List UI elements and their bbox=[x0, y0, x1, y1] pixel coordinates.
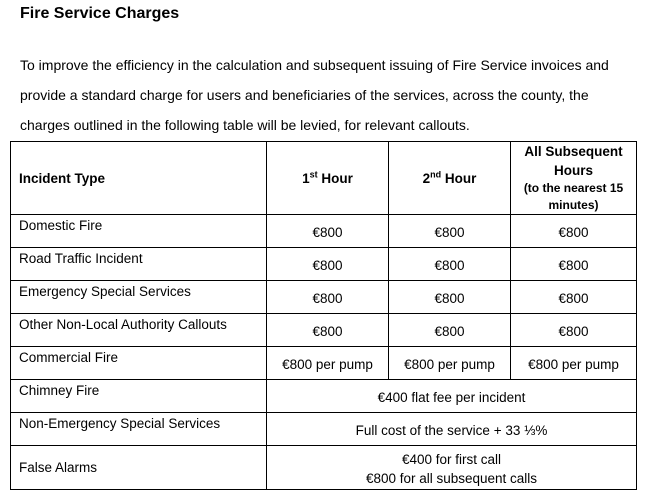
table-row bbox=[11, 413, 637, 446]
page-title: Fire Service Charges bbox=[20, 5, 180, 22]
merged-charge-cell: Full cost of the service + 33 ⅓% bbox=[267, 413, 637, 446]
second-hour-cell: €800 bbox=[389, 281, 511, 314]
incident-type-cell: Commercial Fire bbox=[11, 347, 267, 380]
subsequent-hours-cell: €800 bbox=[511, 281, 637, 314]
table-row bbox=[11, 281, 637, 314]
header-incident-type: Incident Type bbox=[11, 142, 267, 215]
second-hour-cell: €800 bbox=[389, 314, 511, 347]
incident-type-cell: False Alarms bbox=[11, 446, 267, 490]
subsequent-hours-cell: €800 bbox=[511, 248, 637, 281]
table-row bbox=[11, 248, 637, 281]
merged-charge-cell: €400 flat fee per incident bbox=[267, 380, 637, 413]
false-alarms-first-call: €400 for first call bbox=[401, 452, 502, 467]
incident-type-cell: Non-Emergency Special Services bbox=[11, 413, 267, 446]
false-alarms-subsequent-calls: €800 for all subsequent calls bbox=[365, 471, 538, 486]
subsequent-hours-cell: €800 bbox=[511, 314, 637, 347]
incident-type-cell: Emergency Special Services bbox=[11, 281, 267, 314]
table-row bbox=[11, 314, 637, 347]
first-hour-cell: €800 per pump bbox=[267, 347, 389, 380]
second-hour-cell: €800 bbox=[389, 248, 511, 281]
table-row bbox=[11, 380, 637, 413]
incident-type-cell: Chimney Fire bbox=[11, 380, 267, 413]
false-alarms-charge-cell bbox=[267, 446, 637, 490]
first-hour-cell: €800 bbox=[267, 248, 389, 281]
first-hour-cell: €800 bbox=[267, 281, 389, 314]
subsequent-hours-cell: €800 bbox=[511, 215, 637, 248]
table-header-row bbox=[11, 142, 637, 215]
header-first-hour: 1st Hour bbox=[267, 142, 389, 215]
incident-type-cell: Other Non-Local Authority Callouts bbox=[11, 314, 267, 347]
header-second-hour: 2nd Hour bbox=[389, 142, 511, 215]
subsequent-hours-cell: €800 per pump bbox=[511, 347, 637, 380]
second-hour-cell: €800 per pump bbox=[389, 347, 511, 380]
second-hour-cell: €800 bbox=[389, 215, 511, 248]
first-hour-cell: €800 bbox=[267, 314, 389, 347]
intro-paragraph: To improve the efficiency in the calculation and subsequent issuing of Fire Service invoices and provide a standard charge for users and beneficiaries of the services, across the county, the charges outlined in the following table will be levied, for relevant callouts. bbox=[20, 57, 609, 133]
incident-type-cell: Road Traffic Incident bbox=[11, 248, 267, 281]
header-subsequent-hours: All Subsequent Hours (to the nearest 15 minutes) bbox=[511, 142, 637, 215]
first-hour-cell: €800 bbox=[267, 215, 389, 248]
table-row bbox=[11, 446, 637, 490]
table-row bbox=[11, 215, 637, 248]
table-row bbox=[11, 347, 637, 380]
charges-table bbox=[10, 141, 637, 490]
incident-type-cell: Domestic Fire bbox=[11, 215, 267, 248]
